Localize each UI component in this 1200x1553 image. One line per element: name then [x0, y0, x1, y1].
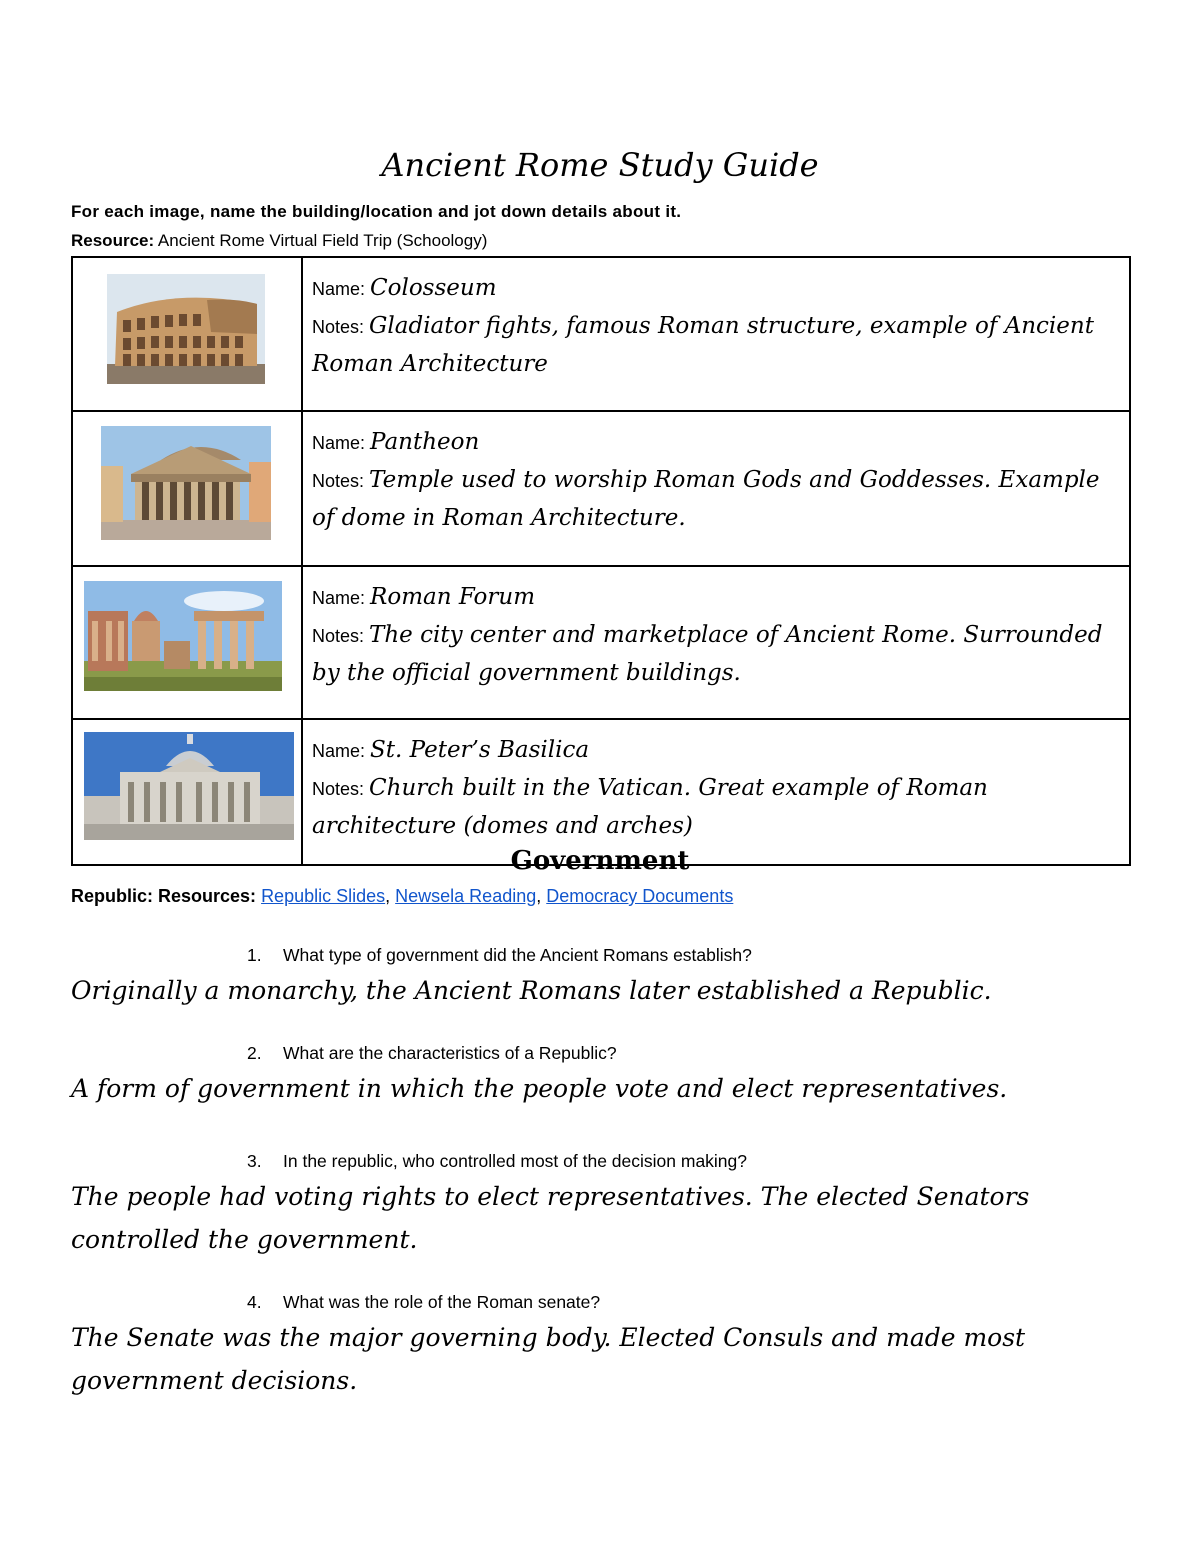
answer-2: A form of government in which the people vote and elect representatives. — [71, 1074, 1008, 1103]
question-4 — [247, 1292, 600, 1313]
name-label: Name: — [312, 433, 371, 453]
building-name: Pantheon — [370, 429, 480, 455]
question-text: In the republic, who controlled most of the decision making? — [283, 1151, 748, 1171]
notes-label: Notes: — [312, 626, 370, 646]
notes-field — [312, 462, 1129, 538]
notes-label: Notes: — [312, 317, 370, 337]
building-name: Colosseum — [370, 275, 497, 301]
page-title: Ancient Rome Study Guide — [381, 146, 819, 184]
table-row — [72, 257, 1130, 411]
resources-label: Republic: Resources: — [71, 886, 257, 906]
notes-field — [312, 308, 1129, 384]
instructions: For each image, name the building/location and jot down details about it. — [71, 202, 682, 221]
table-row — [72, 719, 1130, 865]
image-cell — [72, 566, 302, 719]
question-2 — [247, 1043, 617, 1064]
question-3 — [247, 1151, 747, 1172]
building-name: St. Peter’s Basilica — [370, 737, 590, 763]
building-notes: Gladiator fights, famous Roman structure, example of Ancient Roman Architecture — [312, 313, 1094, 377]
question-number: 1. — [247, 945, 262, 965]
government-resources: Republic: Resources: Republic Slides, Newsela Reading, Democracy Documents — [71, 886, 734, 906]
link-republic-slides[interactable]: Republic Slides — [261, 886, 386, 906]
image-cell — [72, 257, 302, 411]
answer-4: The Senate was the major governing body. Elected Consuls and made most government decisions. — [71, 1323, 1026, 1395]
question-text: What was the role of the Roman senate? — [283, 1292, 601, 1312]
question-text: What type of government did the Ancient Romans establish? — [283, 945, 752, 965]
question-number: 3. — [247, 1151, 262, 1171]
study-table — [71, 256, 1131, 866]
notes-label: Notes: — [312, 471, 370, 491]
government-heading: Government — [510, 846, 690, 876]
name-field — [312, 424, 1129, 462]
resource-line — [71, 231, 487, 251]
name-label: Name: — [312, 279, 371, 299]
name-label: Name: — [312, 741, 371, 761]
notes-field — [312, 617, 1129, 693]
answer-3: The people had voting rights to elect representatives. The elected Senators controlled the government. — [71, 1182, 1030, 1254]
description-cell — [302, 411, 1130, 566]
name-field — [312, 270, 1129, 308]
building-notes: The city center and marketplace of Ancient Rome. Surrounded by the official government buildings. — [312, 622, 1103, 686]
question-number: 4. — [247, 1292, 262, 1312]
description-cell — [302, 719, 1130, 865]
colosseum-photo — [107, 274, 265, 384]
table-row — [72, 566, 1130, 719]
name-field — [312, 732, 1129, 770]
building-notes: Temple used to worship Roman Gods and Goddesses. Example of dome in Roman Architecture. — [312, 467, 1100, 531]
description-cell — [302, 566, 1130, 719]
name-label: Name: — [312, 588, 371, 608]
notes-label: Notes: — [312, 779, 370, 799]
name-field — [312, 579, 1129, 617]
image-cell — [72, 719, 302, 865]
link-democracy-documents[interactable]: Democracy Documents — [546, 886, 734, 906]
image-cell — [72, 411, 302, 566]
st-peters-basilica-photo — [84, 732, 294, 840]
building-name: Roman Forum — [370, 584, 536, 610]
description-cell — [302, 257, 1130, 411]
resource-text: Ancient Rome Virtual Field Trip (Schoology) — [154, 231, 488, 250]
pantheon-photo — [101, 426, 271, 540]
building-notes: Church built in the Vatican. Great example of Roman architecture (domes and arches) — [312, 775, 988, 839]
question-number: 2. — [247, 1043, 262, 1063]
question-text: What are the characteristics of a Republic? — [283, 1043, 617, 1063]
link-newsela-reading[interactable]: Newsela Reading — [395, 886, 537, 906]
roman-forum-photo — [84, 581, 282, 691]
table-row — [72, 411, 1130, 566]
resource-label: Resource: — [71, 231, 155, 250]
question-1 — [247, 945, 752, 966]
answer-1: Originally a monarchy, the Ancient Romans later established a Republic. — [71, 976, 992, 1005]
notes-field — [312, 770, 1129, 846]
